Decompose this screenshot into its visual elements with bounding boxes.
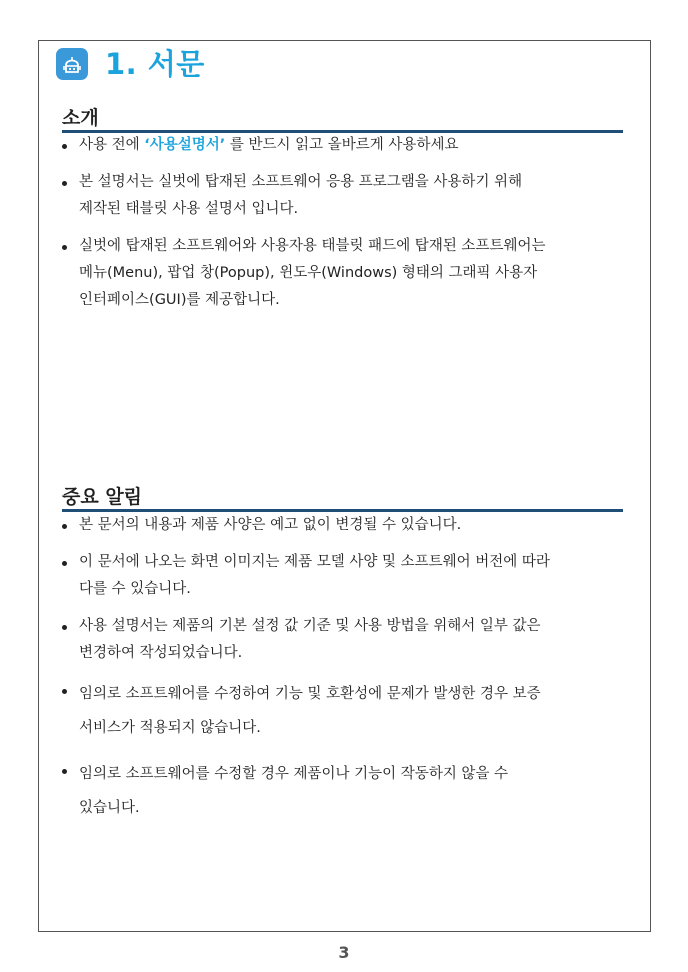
title-row	[56, 46, 205, 82]
intro-item-0-pre: 사용 전에	[79, 137, 145, 153]
list-item	[60, 233, 626, 314]
intro-item-2-line-0: 실벗에 탑재된 소프트웨어와 사용자용 태블릿 패드에 탑재된 소프트웨어는	[79, 238, 546, 254]
list-item	[60, 677, 626, 745]
notice-item-3-line-1: 서비스가 적용되지 않습니다.	[79, 720, 261, 736]
section-intro-list	[60, 132, 626, 314]
section-notice-heading	[62, 485, 142, 509]
notice-item-1-line-0: 이 문서에 나오는 화면 이미지는 제품 모델 사양 및 소프트웨어 버전에 따라	[79, 554, 550, 570]
section-intro-title: 소개	[62, 107, 99, 129]
intro-item-1-line-0: 본 설명서는 실벗에 탑재된 소프트웨어 응용 프로그램을 사용하기 위해	[79, 174, 523, 190]
list-item	[60, 132, 626, 159]
list-item	[60, 549, 626, 603]
notice-item-2-line-0: 사용 설명서는 제품의 기본 설정 값 기준 및 사용 방법을 위해서 일부 값은	[79, 618, 541, 634]
manual-highlight: ‘사용설명서’	[144, 137, 226, 153]
list-item	[60, 169, 626, 223]
list-item	[60, 613, 626, 667]
notice-item-4-line-1: 있습니다.	[79, 800, 140, 816]
list-item	[60, 757, 626, 825]
notice-item-3-line-0: 임의로 소프트웨어를 수정하여 기능 및 호환성에 문제가 발생한 경우 보증	[79, 686, 541, 702]
intro-item-1-line-1: 제작된 태블릿 사용 설명서 입니다.	[79, 201, 299, 217]
section-notice-list	[60, 512, 626, 825]
section-notice-title: 중요 알림	[62, 486, 143, 508]
section-intro-heading	[62, 106, 99, 130]
intro-item-0-post: 를 반드시 읽고 올바르게 사용하세요	[225, 137, 459, 153]
notice-item-2-line-1: 변경하여 작성되었습니다.	[79, 645, 243, 661]
intro-item-2-line-1: 메뉴(Menu), 팝업 창(Popup), 윈도우(Windows) 형태의 그래픽 사용자	[79, 265, 538, 281]
notice-item-1-line-1: 다를 수 있습니다.	[79, 581, 191, 597]
page-number: 3	[338, 943, 350, 962]
intro-item-2-line-2: 인터페이스(GUI)를 제공합니다.	[79, 292, 280, 308]
notice-item-4-line-0: 임의로 소프트웨어를 수정할 경우 제품이나 기능이 작동하지 않을 수	[79, 766, 509, 782]
notice-item-0-line-0: 본 문서의 내용과 제품 사양은 예고 없이 변경될 수 있습니다.	[79, 517, 462, 533]
list-item	[60, 512, 626, 539]
robot-icon	[56, 48, 88, 80]
page-title: 1. 서문	[105, 47, 205, 81]
